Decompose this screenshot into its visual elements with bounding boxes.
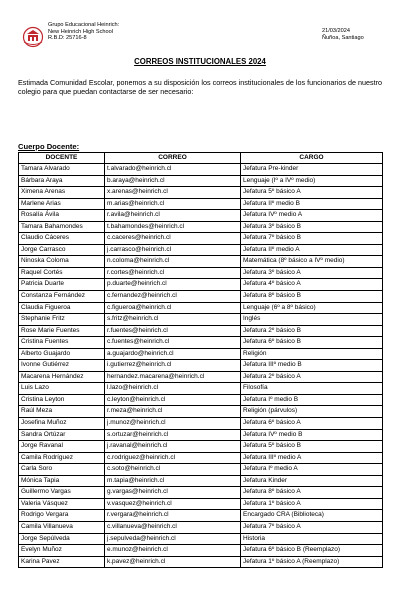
role-cell: Jefatura Iº medio A (241, 464, 383, 476)
table-row (19, 360, 383, 372)
teacher-name-cell: Luis Lazo (19, 383, 105, 395)
teacher-name-cell: Patricia Duarte (19, 279, 105, 291)
table-row (19, 487, 383, 499)
email-cell: x.arenas@heinrich.cl (105, 187, 241, 199)
email-cell: c.soto@heinrich.cl (105, 464, 241, 476)
table-row (19, 348, 383, 360)
role-cell: Jefatura IIIº medio B (241, 360, 383, 372)
table-row (19, 267, 383, 279)
email-cell: c.caceres@heinrich.cl (105, 233, 241, 245)
email-cell: c.leyton@heinrich.cl (105, 394, 241, 406)
email-cell: m.arias@heinrich.cl (105, 198, 241, 210)
email-cell: r.meza@heinrich.cl (105, 406, 241, 418)
teacher-name-cell: Rosalía Ávila (19, 210, 105, 222)
table-row (19, 164, 383, 176)
table-row (19, 418, 383, 430)
table-row (19, 383, 383, 395)
email-cell: a.guajardo@heinrich.cl (105, 348, 241, 360)
teacher-name-cell: Macarena Hernández (19, 371, 105, 383)
table-row (19, 394, 383, 406)
role-cell: Jefatura 5º básico A (241, 187, 383, 199)
email-cell: r.vergara@heinrich.cl (105, 510, 241, 522)
role-cell: Jefatura 7º básico B (241, 233, 383, 245)
teacher-name-cell: Ximena Arenas (19, 187, 105, 199)
role-cell: Jefatura 6º básico A (241, 418, 383, 430)
role-cell: Jefatura IIIº medio A (241, 452, 383, 464)
intro-paragraph: Estimada Comunidad Escolar, ponemos a su disposición los correos institucionales de los funcionarios de nuestro colegio para que puedan contactarse de ser necesario: (18, 78, 382, 97)
table-row (19, 256, 383, 268)
role-cell: Jefatura 8º básico B (241, 291, 383, 303)
table-row (19, 302, 383, 314)
teacher-name-cell: Cristina Fuentes (19, 337, 105, 349)
role-cell: Jefatura Pre-kinder (241, 164, 383, 176)
role-cell: Jefatura 1º básico A (Reemplazo) (241, 556, 383, 568)
role-cell: Lenguaje (6º a 8º básico) (241, 302, 383, 314)
role-cell: Religión (241, 348, 383, 360)
role-cell: Matemática (8º básico a IVº medio) (241, 256, 383, 268)
table-row (19, 521, 383, 533)
email-cell: j.sepulveda@heinrich.cl (105, 533, 241, 545)
column-header-docente: DOCENTE (19, 153, 105, 164)
email-cell: c.villanueva@heinrich.cl (105, 521, 241, 533)
table-row (19, 533, 383, 545)
role-cell: Jefatura IVº medio B (241, 429, 383, 441)
email-cell: c.rodriguez@heinrich.cl (105, 452, 241, 464)
document-header (0, 0, 400, 52)
teacher-name-cell: Constanza Fernández (19, 291, 105, 303)
teacher-name-cell: Alberto Guajardo (19, 348, 105, 360)
teacher-name-cell: Camila Villanueva (19, 521, 105, 533)
table-row (19, 279, 383, 291)
email-cell: c.figueroa@heinrich.cl (105, 302, 241, 314)
role-cell: Jefatura 8º básico A (241, 487, 383, 499)
page-title: CORREOS INSTITUCIONALES 2024 (134, 57, 266, 66)
table-row (19, 406, 383, 418)
teacher-name-cell: Valeria Vásquez (19, 498, 105, 510)
teacher-name-cell: Karina Pavez (19, 556, 105, 568)
table-row (19, 221, 383, 233)
column-header-cargo: CARGO (241, 153, 383, 164)
table-row (19, 314, 383, 326)
teacher-name-cell: Stephanie Fritz (19, 314, 105, 326)
role-cell: Lenguaje (Iº a IVº medio) (241, 175, 383, 187)
role-cell: Jefatura 7º básico A (241, 521, 383, 533)
table-row (19, 233, 383, 245)
teacher-name-cell: Jorge Carrasco (19, 244, 105, 256)
role-cell: Jefatura 6º básico B (Reemplazo) (241, 545, 383, 557)
table-row (19, 429, 383, 441)
role-cell: Religión (párvulos) (241, 406, 383, 418)
email-cell: p.duarte@heinrich.cl (105, 279, 241, 291)
teacher-name-cell: Camila Rodríguez (19, 452, 105, 464)
email-cell: r.cortes@heinrich.cl (105, 267, 241, 279)
email-cell: m.tapia@heinrich.cl (105, 475, 241, 487)
email-cell: l.lazo@heinrich.cl (105, 383, 241, 395)
email-cell: v.vasquez@heinrich.cl (105, 498, 241, 510)
school-logo (18, 26, 48, 48)
school-line-1: Grupo Educacional Heinrich: (48, 22, 120, 28)
table-row (19, 475, 383, 487)
role-cell: Jefatura Kinder (241, 475, 383, 487)
role-cell: Encargado CRA (Biblioteca) (241, 510, 383, 522)
table-row (19, 187, 383, 199)
role-cell: Jefatura 5º básico B (241, 441, 383, 453)
email-cell: n.coloma@heinrich.cl (105, 256, 241, 268)
role-cell: Jefatura IVº medio A (241, 210, 383, 222)
email-cell: r.avila@heinrich.cl (105, 210, 241, 222)
column-header-correo: CORREO (105, 153, 241, 164)
teacher-name-cell: Rodrigo Vergara (19, 510, 105, 522)
table-row (19, 441, 383, 453)
table-row (19, 244, 383, 256)
table-row (19, 498, 383, 510)
teacher-name-cell: Jorge Sepúlveda (19, 533, 105, 545)
role-cell: Filosofía (241, 383, 383, 395)
role-cell: Jefatura 4º básico A (241, 279, 383, 291)
table-row (19, 545, 383, 557)
teacher-name-cell: Claudia Figueroa (19, 302, 105, 314)
staff-table (18, 152, 383, 568)
role-cell: Jefatura IIº medio A (241, 244, 383, 256)
teacher-name-cell: Raúl Meza (19, 406, 105, 418)
table-row (19, 556, 383, 568)
school-info (48, 22, 119, 42)
email-cell: b.araya@heinrich.cl (105, 175, 241, 187)
table-row (19, 452, 383, 464)
teacher-name-cell: Josefina Muñoz (19, 418, 105, 430)
teacher-name-cell: Cristina Leyton (19, 394, 105, 406)
role-cell: Jefatura 3º básico A (241, 267, 383, 279)
teacher-name-cell: Bárbara Araya (19, 175, 105, 187)
table-body (19, 164, 383, 568)
school-line-3: R.B.D: 25716-8 (48, 35, 87, 42)
teacher-name-cell: Evelyn Muñoz (19, 545, 105, 557)
teacher-name-cell: Sandra Ortúzar (19, 429, 105, 441)
role-cell: Jefatura 2º básico A (241, 371, 383, 383)
email-cell: c.fernandez@heinrich.cl (105, 291, 241, 303)
role-cell: Jefatura Iº medio B (241, 394, 383, 406)
email-cell: s.fritz@heinrich.cl (105, 314, 241, 326)
email-cell: s.ortuzar@heinrich.cl (105, 429, 241, 441)
teacher-name-cell: Marlene Arias (19, 198, 105, 210)
table-row (19, 337, 383, 349)
role-cell: Inglés (241, 314, 383, 326)
role-cell: Jefatura 6º básico B (241, 337, 383, 349)
table-header-row (19, 153, 383, 164)
table-row (19, 291, 383, 303)
document-date: 21/03/2024 (322, 28, 350, 34)
email-cell: j.munoz@heinrich.cl (105, 418, 241, 430)
table-row (19, 464, 383, 476)
teacher-name-cell: Ivonne Gutiérrez (19, 360, 105, 372)
role-cell: Jefatura 3º básico B (241, 221, 383, 233)
table-row (19, 198, 383, 210)
teacher-name-cell: Jorge Ravanal (19, 441, 105, 453)
email-cell: t.bahamondes@heinrich.cl (105, 221, 241, 233)
document-location: Ñuñoa, Santiago (322, 35, 364, 41)
email-cell: j.ravanal@heinrich.cl (105, 441, 241, 453)
teacher-name-cell: Tamara Bahamondes (19, 221, 105, 233)
table-row (19, 325, 383, 337)
email-cell: i.gutierrez@heinrich.cl (105, 360, 241, 372)
role-cell: Historia (241, 533, 383, 545)
table-row (19, 210, 383, 222)
table-row (19, 510, 383, 522)
role-cell: Jefatura 2º básico B (241, 325, 383, 337)
teacher-name-cell: Guillermo Vargas (19, 487, 105, 499)
email-cell: hernandez.macarena@heinrich.cl (105, 371, 241, 383)
email-cell: e.munoz@heinrich.cl (105, 545, 241, 557)
email-cell: k.pavez@heinrich.cl (105, 556, 241, 568)
teacher-name-cell: Mónica Tapia (19, 475, 105, 487)
date-block (322, 28, 364, 42)
teacher-name-cell: Ninoska Coloma (19, 256, 105, 268)
table-row (19, 371, 383, 383)
teacher-name-cell: Carla Soro (19, 464, 105, 476)
email-cell: r.fuentes@heinrich.cl (105, 325, 241, 337)
section-heading: Cuerpo Docente: (18, 142, 80, 151)
email-cell: g.vargas@heinrich.cl (105, 487, 241, 499)
teacher-name-cell: Tamara Alvarado (19, 164, 105, 176)
email-cell: c.fuentes@heinrich.cl (105, 337, 241, 349)
teacher-name-cell: Raquel Cortés (19, 267, 105, 279)
email-cell: j.carrasco@heinrich.cl (105, 244, 241, 256)
teacher-name-cell: Rose Marie Fuentes (19, 325, 105, 337)
role-cell: Jefatura 1º básico A (241, 498, 383, 510)
school-line-2: New Heinrich High School (48, 28, 113, 35)
table-row (19, 175, 383, 187)
teacher-name-cell: Claudio Cáceres (19, 233, 105, 245)
email-cell: t.alvarado@heinrich.cl (105, 164, 241, 176)
role-cell: Jefatura IIº medio B (241, 198, 383, 210)
